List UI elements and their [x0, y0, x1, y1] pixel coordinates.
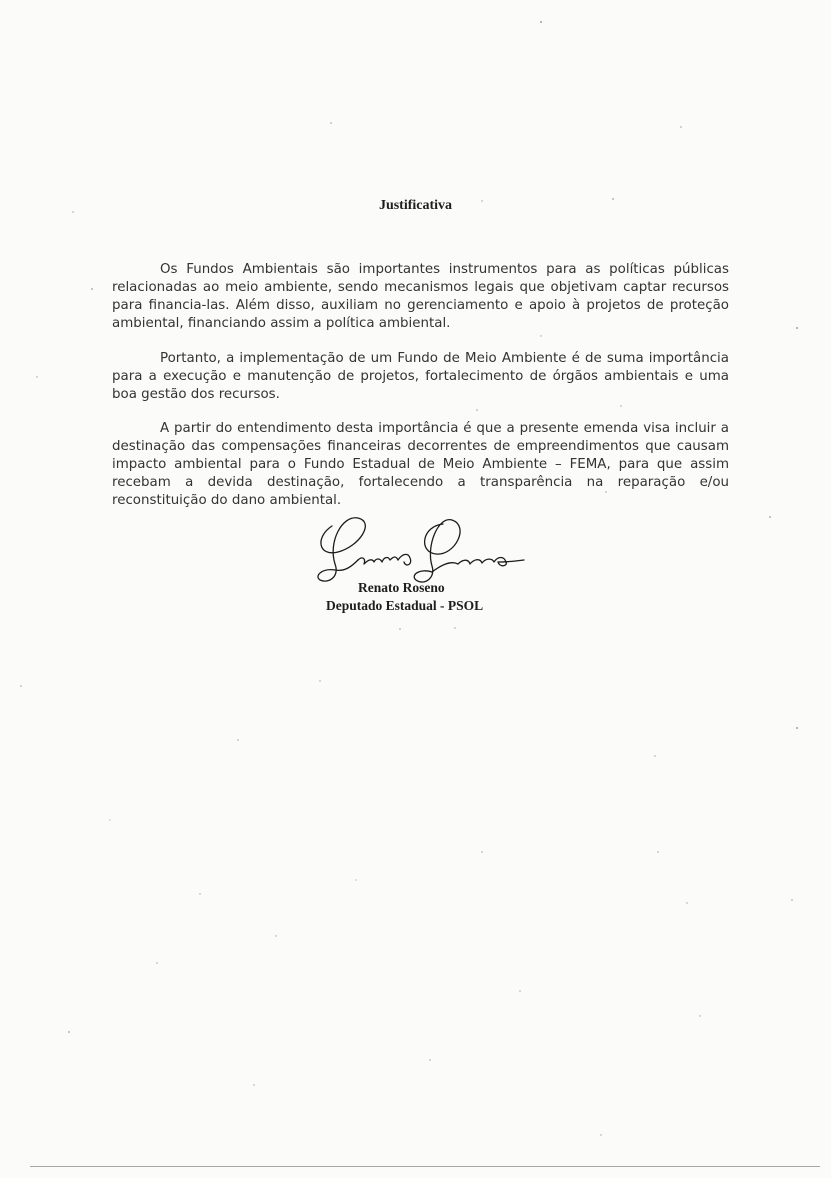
page-title: Justificativa [378, 198, 453, 213]
signatory-role: Deputado Estadual - PSOL [326, 598, 484, 613]
paragraph-3 [112, 420, 729, 510]
signatory-name: Renato Roseno [358, 580, 445, 595]
paragraph-1-text: Os Fundos Ambientais são importantes instrumentos para as políticas públicas relacionadas ao meio ambiente, sendo mecanismos legais que objetivam captar recursos para financia-las. Além disso, auxiliam no gerenciamento e apoio à projetos de proteção ambiental, financiando assim a política ambiental. [112, 262, 729, 331]
paragraph-2-text: Portanto, a implementação de um Fundo de Meio Ambiente é de suma importância para a execução e manutenção de projetos, fortalecimento de órgãos ambientais e uma boa gestão dos recursos. [112, 351, 729, 402]
paragraph-2 [112, 350, 729, 404]
paragraph-3-text: A partir do entendimento desta importância é que a presente emenda visa incluir a destinação das compensações financeiras decorrentes de empreendimentos que causam impacto ambiental para o Fundo Estadual de Meio Ambiente – FEMA, para que assim recebam a devida destinação, fortalecendo a transparência na reparação e/ou reconstituição do dano ambiental. [112, 421, 729, 508]
scan-edge-line [30, 1166, 820, 1167]
paragraph-1 [112, 261, 729, 333]
